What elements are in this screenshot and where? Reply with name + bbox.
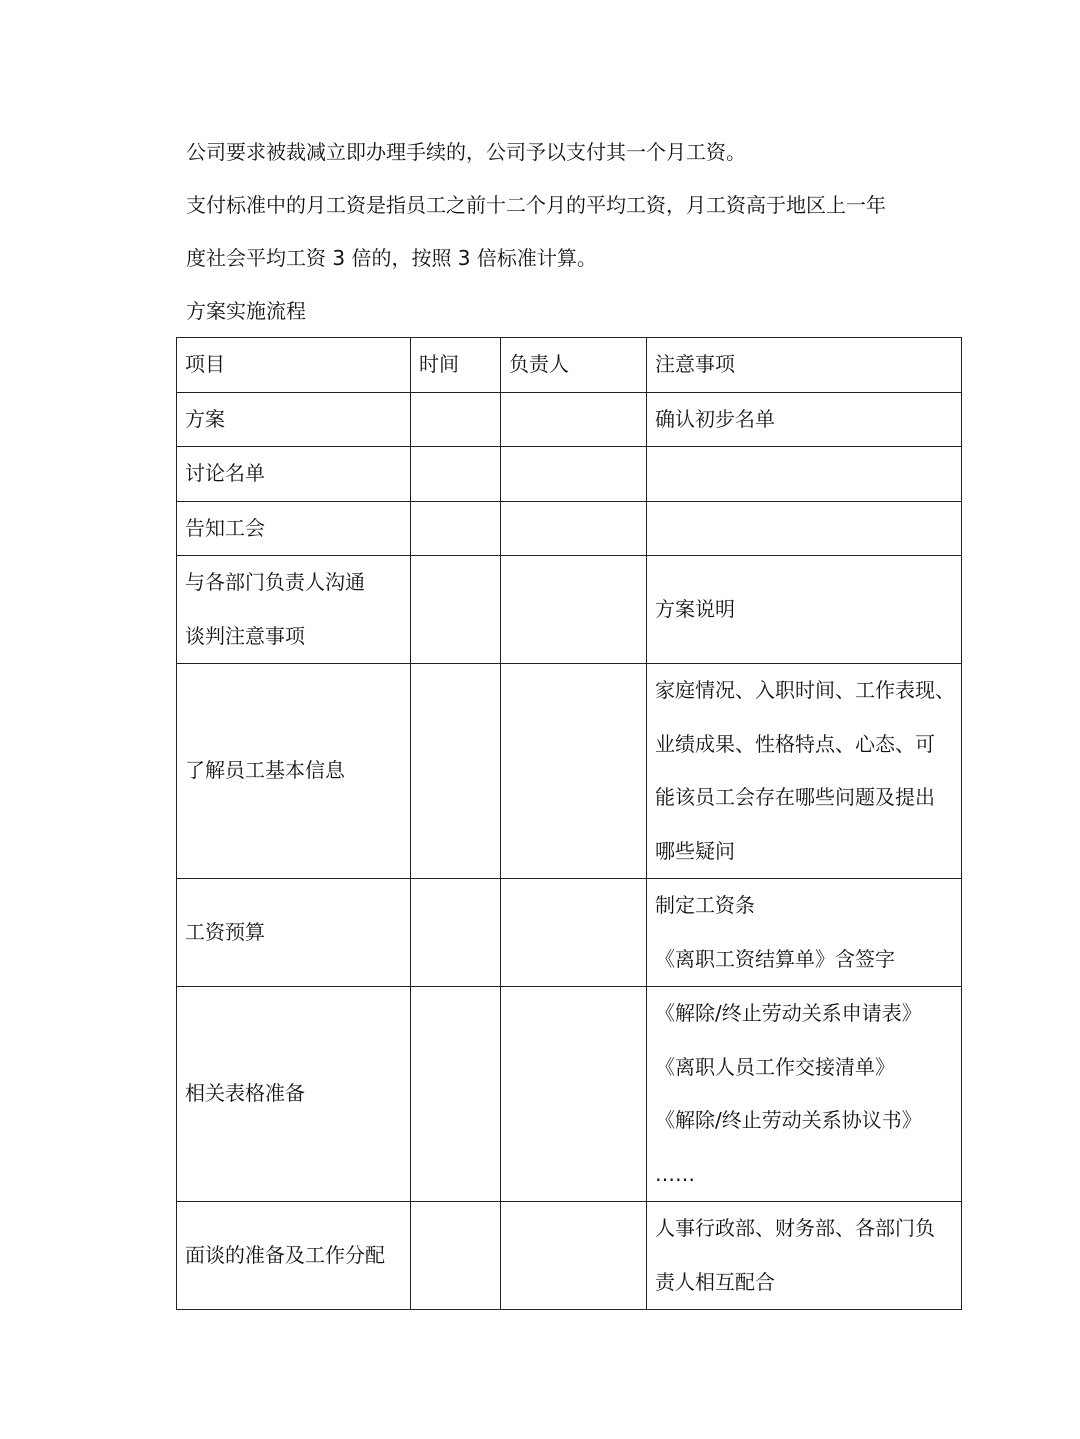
cell-notes [647,1202,962,1310]
cell-notes-line: 制定工资条 [655,893,755,917]
cell-item-line: 工资预算 [185,919,265,944]
cell-item-line: 与各部门负责人沟通 [185,570,365,594]
cell-time [411,501,501,556]
cell-notes-line: 《离职工资结算单》含签字 [655,946,895,971]
cell-item-line: 告知工会 [185,515,265,540]
cell-notes-line: 责人相互配合 [655,1269,775,1294]
table-row [177,392,962,447]
table-row [177,556,962,664]
header-item: 项目 [177,338,411,393]
cell-notes [647,556,962,664]
cell-item-line: 了解员工基本信息 [185,758,345,783]
cell-time [411,447,501,502]
cell-notes [647,987,962,1202]
cell-notes-line: 能该员工会存在哪些问题及提出 [655,785,935,809]
cell-item [177,664,411,879]
cell-item [177,501,411,556]
table-row [177,987,962,1202]
paragraph-3: 度社会平均工资 3 倍的，按照 3 倍标准计算。 [186,246,597,270]
paragraph-1: 公司要求被裁减立即办理手续的，公司予以支付其一个月工资。 [186,140,746,164]
cell-notes [647,664,962,879]
cell-notes-line: 《解除/终止劳动关系协议书》 [655,1108,922,1132]
cell-item-line: 相关表格准备 [185,1081,305,1106]
cell-item-line: 面谈的准备及工作分配 [185,1242,385,1267]
cell-item [177,1202,411,1310]
cell-time [411,664,501,879]
cell-item-line: 方案 [185,406,225,431]
header-notes: 注意事项 [647,338,962,393]
cell-notes [647,879,962,987]
table-row [177,447,962,502]
table-row [177,501,962,556]
cell-owner [501,987,647,1202]
paragraph-2: 支付标准中的月工资是指员工之前十二个月的平均工资，月工资高于地区上一年 [186,193,886,217]
cell-owner [501,392,647,447]
cell-notes [647,392,962,447]
cell-item [177,447,411,502]
process-table [176,337,962,1310]
cell-notes-line: 方案说明 [655,596,735,621]
cell-item [177,392,411,447]
cell-item [177,556,411,664]
cell-notes-line: 哪些疑问 [655,838,735,863]
cell-item-line: 讨论名单 [185,461,265,485]
cell-owner [501,879,647,987]
cell-time [411,879,501,987]
cell-owner [501,447,647,502]
cell-notes [647,447,962,502]
section-title: 方案实施流程 [186,299,306,323]
cell-notes-line: 人事行政部、财务部、各部门负 [655,1216,935,1240]
table-row [177,879,962,987]
cell-owner [501,501,647,556]
table-row [177,1202,962,1310]
cell-time [411,987,501,1202]
cell-time [411,392,501,447]
cell-owner [501,664,647,879]
cell-owner [501,1202,647,1310]
cell-item [177,879,411,987]
cell-notes-line: …… [655,1161,695,1186]
cell-time [411,1202,501,1310]
header-owner: 负责人 [501,338,647,393]
header-time: 时间 [411,338,501,393]
cell-notes-line: 《离职人员工作交接清单》 [655,1054,895,1079]
cell-notes-line: 《解除/终止劳动关系申请表》 [655,1001,922,1025]
cell-notes-line: 家庭情况、入职时间、工作表现、 [655,678,955,702]
table-header-row [177,338,962,393]
cell-time [411,556,501,664]
cell-item-line: 谈判注意事项 [185,623,305,648]
table-row [177,664,962,879]
cell-notes [647,501,962,556]
cell-owner [501,556,647,664]
cell-item [177,987,411,1202]
cell-notes-line: 业绩成果、性格特点、心态、可 [655,731,935,756]
cell-notes-line: 确认初步名单 [655,406,775,431]
